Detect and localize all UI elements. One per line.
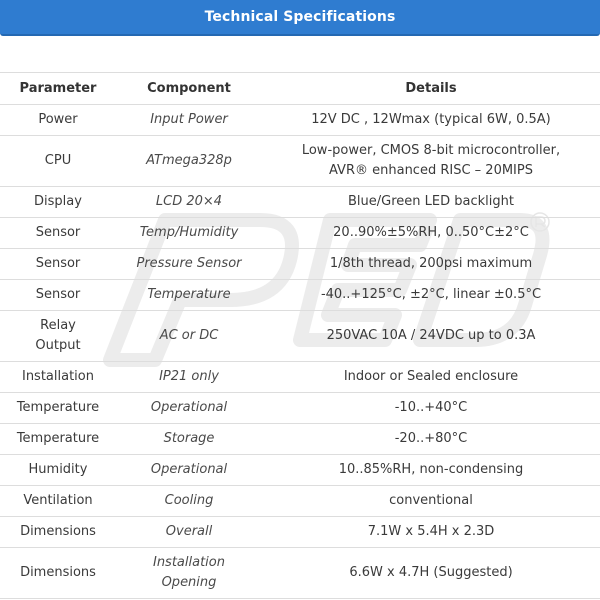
parameter-cell: Temperature (0, 424, 116, 455)
parameter-cell: Ventilation (0, 486, 116, 517)
parameter-cell: Sensor (0, 249, 116, 280)
table-row (0, 187, 600, 218)
parameter-cell: Installation (0, 362, 116, 393)
component-cell: LCD 20×4 (116, 187, 262, 218)
parameter-cell: Sensor (0, 280, 116, 311)
parameter-cell: Dimensions (0, 548, 116, 599)
details-cell: 7.1W x 5.4H x 2.3D (262, 517, 600, 548)
spec-table (0, 72, 600, 599)
parameter-cell: Humidity (0, 455, 116, 486)
details-cell: Indoor or Sealed enclosure (262, 362, 600, 393)
table-row (0, 362, 600, 393)
component-cell: IP21 only (116, 362, 262, 393)
details-cell: 12V DC , 12Wmax (typical 6W, 0.5A) (262, 105, 600, 136)
table-row (0, 218, 600, 249)
column-header-component: Component (116, 73, 262, 105)
table-row (0, 249, 600, 280)
table-header-row (0, 73, 600, 105)
details-cell: Blue/Green LED backlight (262, 187, 600, 218)
component-cell: Temp/Humidity (116, 218, 262, 249)
component-cell (116, 548, 262, 599)
table-row (0, 136, 600, 187)
component-cell: Operational (116, 455, 262, 486)
component-cell: Overall (116, 517, 262, 548)
component-cell: Temperature (116, 280, 262, 311)
parameter-cell: CPU (0, 136, 116, 187)
details-cell: 6.6W x 4.7H (Suggested) (262, 548, 600, 599)
details-cell (262, 136, 600, 187)
component-cell: Cooling (116, 486, 262, 517)
spec-header-bar (0, 0, 600, 36)
parameter-line: Output (35, 338, 81, 353)
details-line: Low-power, CMOS 8-bit microcontroller, (301, 143, 561, 158)
table-row (0, 548, 600, 599)
component-cell: AC or DC (116, 311, 262, 362)
table-row (0, 517, 600, 548)
table-row (0, 105, 600, 136)
details-cell: 250VAC 10A / 24VDC up to 0.3A (262, 311, 600, 362)
table-row (0, 486, 600, 517)
column-header-details: Details (262, 73, 600, 105)
details-cell: 20..90%±5%RH, 0..50°C±2°C (262, 218, 600, 249)
details-cell: conventional (262, 486, 600, 517)
table-row (0, 455, 600, 486)
details-cell: 10..85%RH, non-condensing (262, 455, 600, 486)
component-cell: Input Power (116, 105, 262, 136)
details-line: AVR® enhanced RISC – 20MIPS (329, 163, 533, 178)
component-line: Installation (152, 555, 225, 570)
component-cell: Storage (116, 424, 262, 455)
parameter-line: Relay (40, 318, 76, 333)
component-cell: Pressure Sensor (116, 249, 262, 280)
details-cell: 1/8th thread, 200psi maximum (262, 249, 600, 280)
parameter-cell: Display (0, 187, 116, 218)
component-cell: ATmega328p (116, 136, 262, 187)
table-row (0, 393, 600, 424)
details-cell: -40..+125°C, ±2°C, linear ±0.5°C (262, 280, 600, 311)
parameter-cell: Power (0, 105, 116, 136)
column-header-parameter: Parameter (0, 73, 116, 105)
header-title: Technical Specifications (204, 9, 396, 25)
component-line: Opening (161, 575, 217, 590)
table-row (0, 311, 600, 362)
details-cell: -20..+80°C (262, 424, 600, 455)
parameter-cell: Dimensions (0, 517, 116, 548)
component-cell: Operational (116, 393, 262, 424)
details-cell: -10..+40°C (262, 393, 600, 424)
table-row (0, 424, 600, 455)
table-row (0, 280, 600, 311)
parameter-cell (0, 311, 116, 362)
parameter-cell: Temperature (0, 393, 116, 424)
parameter-cell: Sensor (0, 218, 116, 249)
